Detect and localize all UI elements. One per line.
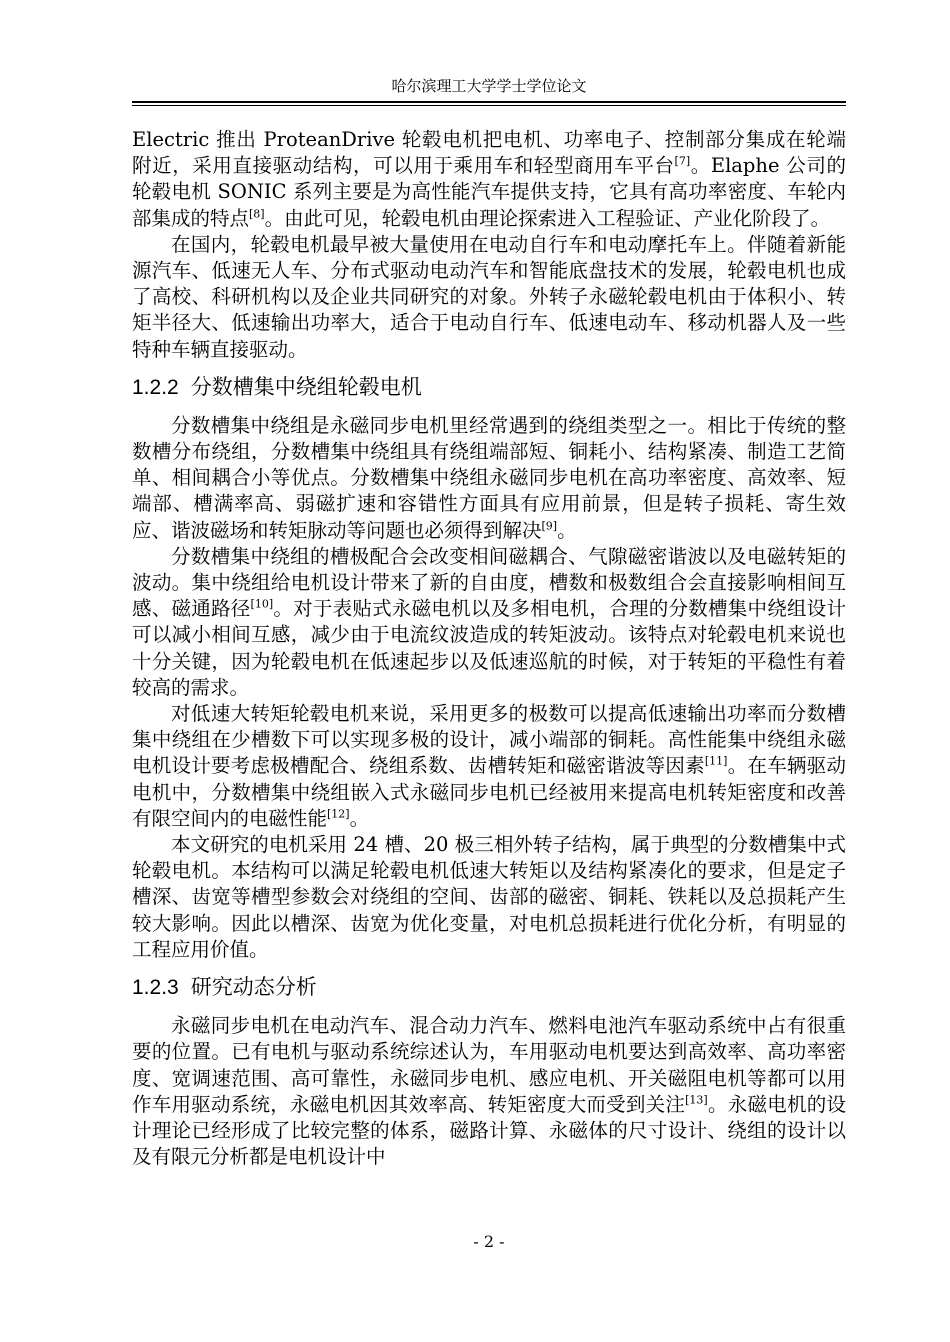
paragraph: 在国内，轮毂电机最早被大量使用在电动自行车和电动摩托车上。伴随着新能源汽车、低速无人车、分布式驱动电动汽车和智能底盘技术的发展，轮毂电机也成了高校、科研机构以及企业共同研究的对象。外转子永磁轮毂电机由于体积小、转矩半径大、低速输出功率大，适合于电动自行车、低速电动车、移动机器人及一些特种车辆直接驱动。: [132, 232, 846, 361]
paragraph: 永磁同步电机在电动汽车、混合动力汽车、燃料电池汽车驱动系统中占有很重要的位置。已有电机与驱动系统综述认为，车用驱动电机要达到高效率、高功率密度、宽调速范围、高可靠性，永磁同步电机、感应电机、开关磁阻电机等都可以用作车用驱动系统，永磁电机因其效率高、转矩密度大而受到关注[13]。永磁电机的设计理论已经形成了比较完整的体系，磁路计算、永磁体的尺寸设计、绕组的设计以及有限元分析都是电机设计中: [132, 1014, 846, 1169]
citation: [7]: [674, 154, 691, 168]
citation: [11]: [704, 754, 728, 768]
section-number: 1.2.2: [132, 375, 179, 399]
citation: [12]: [327, 807, 350, 821]
section-title: 分数槽集中绕组轮毂电机: [190, 374, 422, 399]
paragraph: 对低速大转矩轮毂电机来说，采用更多的极数可以提高低速输出功率而分数槽集中绕组在少槽数下可以实现多极的设计，减小端部的铜耗。高性能集中绕组永磁电机设计要考虑极槽配合、绕组系数、齿槽转矩和磁密谐波等因素[11]。在车辆驱动电机中，分数槽集中绕组嵌入式永磁同步电机已经被用来提高电机转矩密度和改善有限空间内的电磁性能[12]。: [132, 702, 846, 830]
page-number: - 2 -: [473, 1232, 505, 1251]
citation: [10]: [250, 597, 274, 611]
paragraph: 分数槽集中绕组是永磁同步电机里经常遇到的绕组类型之一。相比于传统的整数槽分布绕组，分数槽集中绕组具有绕组端部短、铜耗小、结构紧凑、制造工艺简单、相间耦合小等优点。分数槽集中绕组永磁同步电机在高功率密度、高效率、短端部、槽满率高、弱磁扩速和容错性方面具有应用前景，但是转子损耗、寄生效应、谐波磁场和转矩脉动等问题也必须得到解决[9]。: [132, 413, 846, 542]
section-number: 1.2.3: [132, 976, 179, 1000]
paragraph: 分数槽集中绕组的槽极配合会改变相间磁耦合、气隙磁密谐波以及电磁转矩的波动。集中绕组给电机设计带来了新的自由度，槽数和极数组合会直接影响相间互感、磁通路径[10]。对于表贴式永磁电机以及多相电机，合理的分数槽集中绕组设计可以减小相间互感，减少由于电流纹波造成的转矩波动。该特点对轮毂电机来说也十分关键，因为轮毂电机在低速起步以及低速巡航的时候，对于转矩的平稳性有着较高的需求。: [132, 544, 846, 699]
section-heading: [132, 372, 846, 403]
citation: [13]: [685, 1093, 708, 1107]
section-title: 研究动态分析: [190, 975, 317, 1000]
header-rule-thin: [132, 105, 846, 106]
page-body: [132, 127, 846, 1170]
section-heading: [132, 972, 846, 1003]
paragraph: 本文研究的电机采用 24 槽、20 极三相外转子结构，属于典型的分数槽集中式轮毂电机。本结构可以满足轮毂电机低速大转矩以及结构紧凑化的要求，但是定子槽深、齿宽等槽型参数会对绕组的空间、齿部的磁密、铜耗、铁耗以及总损耗产生较大影响。因此以槽深、齿宽为优化变量，对电机总损耗进行优化分析，有明显的工程应用价值。: [132, 833, 846, 961]
citation: [8]: [249, 207, 265, 221]
header-rule: [132, 101, 846, 103]
paragraph: Electric 推出 ProteanDrive 轮毂电机把电机、功率电子、控制部分集成在轮端附近，采用直接驱动结构，可以用于乘用车和轻型商用车平台[7]。Elaphe 公司的轮毂电机 SONIC 系列主要是为高性能汽车提供支持，它具有高功率密度、车轮内部集成的特点[8]。由此可见，轮毂电机由理论探索进入工程验证、产业化阶段了。: [132, 128, 846, 230]
running-header: 哈尔滨理工大学学士学位论文: [391, 77, 587, 95]
citation: [9]: [541, 519, 558, 533]
